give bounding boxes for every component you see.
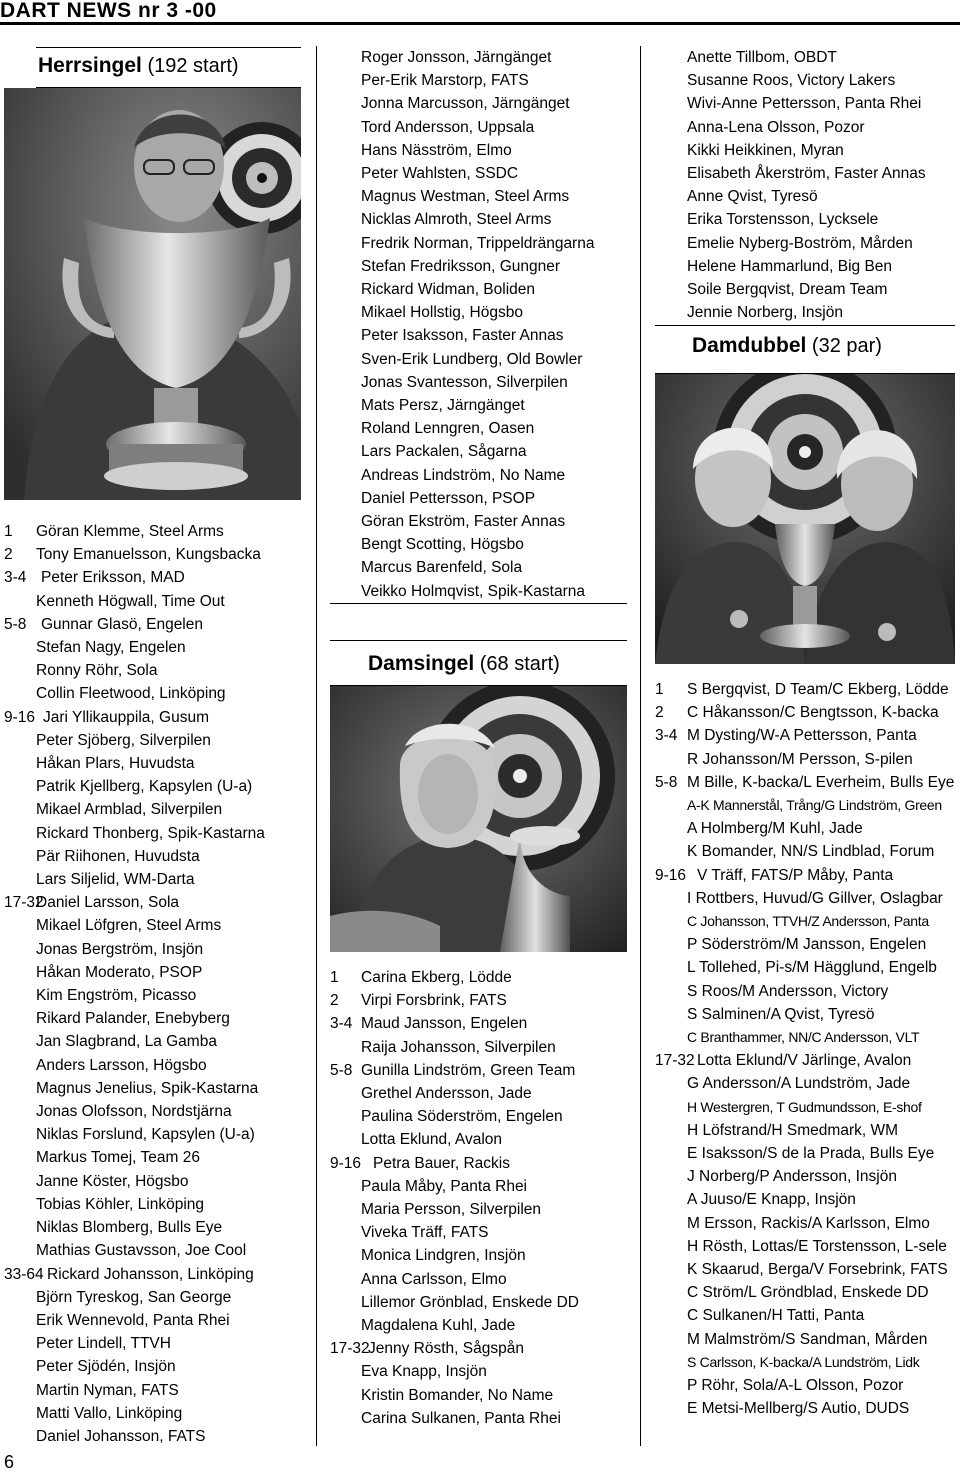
list-item: Emelie Nyberg-Boström, Mården <box>687 234 913 252</box>
damdubbel-row <box>655 1096 957 1119</box>
player-name: Rikard Palander, Enebyberg <box>36 1010 230 1028</box>
damdubbel-title: Damdubbel <box>692 334 807 357</box>
player-name: Mikael Löfgren, Steel Arms <box>36 917 222 935</box>
player-name: Collin Fleetwood, Linköping <box>36 685 226 703</box>
pair-name: K Bomander, NN/S Lindblad, Forum <box>687 843 935 861</box>
herrsingel-row <box>4 636 301 659</box>
pair-name: C Ström/L Gröndblad, Enskede DD <box>687 1284 929 1302</box>
pair-name: C Johansson, TTVH/Z Andersson, Panta <box>687 913 929 930</box>
damdubbel-winner-photo <box>655 374 955 664</box>
list-item: Anette Tillbom, OBDT <box>687 49 837 66</box>
list-item: Göran Ekström, Faster Annas <box>361 513 566 531</box>
herrsingel-row <box>4 961 301 984</box>
player-name: Peter Sjödén, Insjön <box>36 1358 176 1376</box>
damdubbel-row <box>655 1072 957 1095</box>
list-item: Nicklas Almroth, Steel Arms <box>361 211 552 229</box>
herrsingel-row <box>4 868 301 891</box>
player-name: Mathias Gustavsson, Joe Cool <box>36 1242 247 1260</box>
damdubbel-row <box>655 794 957 817</box>
herrsingel-row <box>4 1309 301 1332</box>
list-item: Hans Näsström, Elmo <box>361 141 512 159</box>
damdubbel-row <box>655 678 957 701</box>
pair-name: C Branthammer, NN/C Andersson, VLT <box>687 1029 920 1046</box>
player-name: Daniel Johansson, FATS <box>36 1427 206 1445</box>
pair-name: A-K Mannerstål, Trång/G Lindström, Green <box>687 797 942 814</box>
player-name: Erik Wennevold, Panta Rhei <box>36 1311 230 1329</box>
rank-label: 2 <box>655 704 664 722</box>
player-name: Peter Lindell, TTVH <box>36 1335 171 1353</box>
pair-name: R Johansson/M Persson, S-pilen <box>687 750 913 768</box>
rank-label: 5-8 <box>330 1061 353 1079</box>
player-name: Håkan Plars, Huvudsta <box>36 755 195 773</box>
damdubbel-row <box>655 1049 957 1072</box>
damdubbel-row <box>655 817 957 840</box>
herrsingel-continued-list <box>361 46 631 603</box>
damsingel-row <box>330 1221 635 1244</box>
player-name: Petra Bauer, Rackis <box>373 1154 510 1172</box>
herrsingel-row <box>4 1402 301 1425</box>
herrsingel-row <box>4 1355 301 1378</box>
column-divider-2 <box>640 46 641 1446</box>
pair-name: L Tollehed, Pi-s/M Hägglund, Engelb <box>687 959 937 977</box>
rank-label: 9-16 <box>4 708 36 726</box>
damsingel-winner-photo <box>330 686 627 952</box>
damsingel-row <box>330 989 635 1012</box>
damdubbel-row <box>655 771 957 794</box>
player-name: Monica Lindgren, Insjön <box>361 1247 526 1265</box>
rank-label: 17-32 <box>330 1340 370 1358</box>
player-name: Lillemor Grönblad, Enskede DD <box>361 1293 579 1311</box>
list-item: Stefan Fredriksson, Gungner <box>361 257 561 275</box>
damdubbel-row <box>655 1258 957 1281</box>
damdubbel-row <box>655 910 957 933</box>
herrsingel-heading <box>38 54 239 78</box>
damdubbel-row <box>655 1142 957 1165</box>
player-name: Anders Larsson, Högsbo <box>36 1056 207 1074</box>
list-item: Magnus Westman, Steel Arms <box>361 188 570 206</box>
player-name: Maria Persson, Silverpilen <box>361 1201 542 1219</box>
pair-name: C Sulkanen/H Tatti, Panta <box>687 1307 865 1325</box>
herrsingel-row <box>4 682 301 705</box>
damsingel-row <box>330 1059 635 1082</box>
pair-name: P Söderström/M Jansson, Engelen <box>687 936 927 954</box>
pair-name: E Isaksson/S de la Prada, Bulls Eye <box>687 1145 935 1163</box>
damdubbel-subtitle: (32 par) <box>811 335 882 357</box>
player-name: Håkan Moderato, PSOP <box>36 963 203 981</box>
pair-name: E Metsi-Mellberg/S Autio, DUDS <box>687 1400 910 1418</box>
damsingel-row <box>330 1384 635 1407</box>
herrsingel-row <box>4 1100 301 1123</box>
pair-name: V Träff, FATS/P Måby, Panta <box>697 866 894 884</box>
pair-name: M Bille, K-backa/L Everheim, Bulls Eye <box>687 773 955 791</box>
list-item: Veikko Holmqvist, Spik-Kastarna <box>361 582 585 600</box>
damdubbel-row <box>655 1119 957 1142</box>
player-name: Patrik Kjellberg, Kapsylen (U-a) <box>36 778 253 796</box>
player-name: Jenny Rösth, Sågspån <box>368 1340 524 1358</box>
player-name: Lars Siljelid, WM-Darta <box>36 871 195 889</box>
rank-label: 2 <box>4 546 13 564</box>
player-name: Matti Vallo, Linköping <box>36 1404 183 1422</box>
damsingel-continued-list <box>687 46 957 324</box>
list-item: Jennie Norberg, Insjön <box>687 304 843 322</box>
pair-name: M Dysting/W-A Pettersson, Panta <box>687 727 917 745</box>
pair-name: H Westergren, T Gudmundsson, E-shof <box>687 1098 922 1115</box>
player-name: Björn Tyreskog, San George <box>36 1288 232 1306</box>
pair-name: Lotta Eklund/V Järlinge, Avalon <box>697 1052 912 1070</box>
damdubbel-row <box>655 864 957 887</box>
player-name: Rickard Thonberg, Spik-Kastarna <box>36 824 265 842</box>
player-name: Rickard Johansson, Linköping <box>47 1265 254 1283</box>
damdubbel-row <box>655 1188 957 1211</box>
damdubbel-row <box>655 1212 957 1235</box>
damdubbel-row <box>655 1397 957 1420</box>
trophy-winner-image <box>4 88 301 500</box>
herrsingel-row <box>4 543 301 566</box>
damsingel-heading <box>368 652 560 676</box>
list-item: Susanne Roos, Victory Lakers <box>687 72 896 90</box>
herrsingel-row <box>4 613 301 636</box>
rank-label: 17-32 <box>4 894 44 912</box>
pair-name: H Rösth, Lottas/E Torstensson, L-sele <box>687 1237 947 1255</box>
herrsingel-top-rule <box>36 47 301 48</box>
list-item: Anne Qvist, Tyresö <box>687 188 818 206</box>
damsingel-row <box>330 1128 635 1151</box>
herrsingel-row <box>4 590 301 613</box>
player-name: Kristin Bomander, No Name <box>361 1386 554 1404</box>
rank-label: 1 <box>4 523 13 540</box>
player-name: Lotta Eklund, Avalon <box>361 1131 503 1149</box>
damsingel-row <box>330 1337 635 1360</box>
damdubbel-row <box>655 933 957 956</box>
herrsingel-row <box>4 752 301 775</box>
herrsingel-row <box>4 1239 301 1262</box>
pair-name: A Juuso/E Knapp, Insjön <box>687 1191 856 1209</box>
herrsingel-row <box>4 845 301 868</box>
rank-label: 2 <box>330 992 339 1010</box>
damsingel-row <box>330 1012 635 1035</box>
player-name: Eva Knapp, Insjön <box>361 1363 487 1381</box>
damsingel-row <box>330 1105 635 1128</box>
player-name: Markus Tomej, Team 26 <box>36 1149 200 1167</box>
rank-label: 1 <box>655 681 664 698</box>
page-header-title: DART NEWS nr 3 -00 <box>0 0 217 22</box>
player-name: Niklas Blomberg, Bulls Eye <box>36 1219 223 1237</box>
herrsingel-row <box>4 938 301 961</box>
damsingel-row <box>330 1244 635 1267</box>
list-item: Rickard Widman, Boliden <box>361 281 536 299</box>
damdubbel-row <box>655 1351 957 1374</box>
rank-label: 3-4 <box>4 569 27 587</box>
damsingel-mid-rule <box>330 640 627 641</box>
player-name: Gunilla Lindström, Green Team <box>361 1061 576 1079</box>
damsingel-row <box>330 1082 635 1105</box>
player-name: Martin Nyman, FATS <box>36 1381 179 1399</box>
damsingel-row <box>330 1175 635 1198</box>
herrsingel-row <box>4 891 301 914</box>
dartboard-pair-image <box>655 374 955 664</box>
list-item: Sven-Erik Lundberg, Old Bowler <box>361 350 583 368</box>
damsingel-results-list <box>330 966 635 1430</box>
list-item: Erika Torstensson, Lycksele <box>687 211 879 229</box>
pair-name: A Holmberg/M Kuhl, Jade <box>687 820 863 838</box>
damdubbel-heading <box>692 334 882 358</box>
herrsingel-row <box>4 984 301 1007</box>
player-name: Jonas Olofsson, Nordstjärna <box>36 1103 232 1121</box>
list-item: Peter Wahlsten, SSDC <box>361 165 519 183</box>
player-name: Magdalena Kuhl, Jade <box>361 1317 516 1335</box>
player-name: Maud Jansson, Engelen <box>361 1015 528 1033</box>
player-name: Gunnar Glasö, Engelen <box>41 615 203 633</box>
player-name: Kenneth Högwall, Time Out <box>36 592 225 610</box>
header-divider <box>0 22 960 25</box>
damsingel-row <box>330 1291 635 1314</box>
player-name: Pär Riihonen, Huvudsta <box>36 847 200 865</box>
damdubbel-row <box>655 1281 957 1304</box>
player-name: Janne Köster, Högsbo <box>36 1172 189 1190</box>
damdubbel-row <box>655 701 957 724</box>
list-item: Peter Isaksson, Faster Annas <box>361 327 564 345</box>
herrsingel-row <box>4 1332 301 1355</box>
player-name: Carina Ekberg, Lödde <box>361 969 512 986</box>
player-name: Jari Yllikauppila, Gusum <box>43 708 209 726</box>
player-name: Tony Emanuelsson, Kungsbacka <box>36 546 261 564</box>
herrsingel-row <box>4 1263 301 1286</box>
herrsingel-row <box>4 729 301 752</box>
damsingel-top-rule <box>330 603 627 604</box>
list-item: Bengt Scotting, Högsbo <box>361 536 524 554</box>
damsingel-row <box>330 1407 635 1430</box>
herrsingel-row <box>4 1146 301 1169</box>
rank-label: 17-32 <box>655 1052 695 1070</box>
damsingel-row <box>330 1314 635 1337</box>
list-item: Andreas Lindström, No Name <box>361 466 566 484</box>
list-item: Wivi-Anne Pettersson, Panta Rhei <box>687 95 922 113</box>
damsingel-row <box>330 1198 635 1221</box>
list-item: Roland Lenngren, Oasen <box>361 420 535 438</box>
damsingel-subtitle: (68 start) <box>479 653 560 675</box>
damdubbel-row <box>655 1374 957 1397</box>
damdubbel-row <box>655 956 957 979</box>
damdubbel-row <box>655 980 957 1003</box>
herrsingel-row <box>4 1030 301 1053</box>
herrsingel-row <box>4 706 301 729</box>
herrsingel-winner-photo <box>4 88 301 500</box>
damsingel-row <box>330 1036 635 1059</box>
herrsingel-subtitle: (192 start) <box>147 55 239 77</box>
list-item: Fredrik Norman, Trippeldrängarna <box>361 234 595 252</box>
player-name: Tobias Köhler, Linköping <box>36 1195 205 1213</box>
list-item: Tord Andersson, Uppsala <box>361 118 535 136</box>
pair-name: S Carlsson, K-backa/A Lundström, Lidk <box>687 1353 920 1370</box>
damsingel-row <box>330 1152 635 1175</box>
damdubbel-row <box>655 1026 957 1049</box>
damdubbel-results-list <box>655 678 957 1421</box>
player-name: Stefan Nagy, Engelen <box>36 639 186 657</box>
herrsingel-row <box>4 566 301 589</box>
herrsingel-row <box>4 1216 301 1239</box>
player-name: Magnus Jenelius, Spik-Kastarna <box>36 1079 259 1097</box>
list-item: Soile Bergqvist, Dream Team <box>687 281 888 299</box>
damdubbel-row <box>655 724 957 747</box>
list-item: Daniel Pettersson, PSOP <box>361 489 536 507</box>
player-name: Ronny Röhr, Sola <box>36 662 158 680</box>
pair-name: H Löfstrand/H Smedmark, WM <box>687 1121 899 1139</box>
damdubbel-top-rule <box>655 325 955 326</box>
list-item: Jonna Marcusson, Järngänget <box>361 95 570 113</box>
pair-name: G Andersson/A Lundström, Jade <box>687 1075 911 1093</box>
player-name: Paula Måby, Panta Rhei <box>361 1177 528 1195</box>
damdubbel-row <box>655 887 957 910</box>
player-name: Virpi Forsbrink, FATS <box>361 992 507 1010</box>
herrsingel-row <box>4 775 301 798</box>
rank-label: 33-64 <box>4 1265 44 1283</box>
player-name: Peter Sjöberg, Silverpilen <box>36 731 211 749</box>
list-item: Jonas Svantesson, Silverpilen <box>361 373 568 391</box>
player-name: Viveka Träff, FATS <box>361 1224 489 1242</box>
damdubbel-row <box>655 748 957 771</box>
pair-name: J Norberg/P Andersson, Insjön <box>687 1168 897 1186</box>
pair-name: S Roos/M Andersson, Victory <box>687 982 889 1000</box>
pair-name: M Malmström/S Sandman, Mården <box>687 1330 928 1348</box>
herrsingel-row <box>4 1123 301 1146</box>
player-name: Jonas Bergström, Insjön <box>36 940 204 958</box>
player-name: Grethel Andersson, Jade <box>361 1085 532 1103</box>
damdubbel-row <box>655 1304 957 1327</box>
player-name: Mikael Armblad, Silverpilen <box>36 801 223 819</box>
column-divider-1 <box>316 46 317 1446</box>
damsingel-row <box>330 1360 635 1383</box>
damdubbel-row <box>655 1328 957 1351</box>
herrsingel-row <box>4 798 301 821</box>
herrsingel-row <box>4 1379 301 1402</box>
player-name: Kim Engström, Picasso <box>36 987 197 1005</box>
damdubbel-row <box>655 1003 957 1026</box>
list-item: Elisabeth Åkerström, Faster Annas <box>687 165 926 183</box>
pair-name: S Bergqvist, D Team/C Ekberg, Lödde <box>687 681 949 698</box>
page-number: 6 <box>4 1452 15 1472</box>
rank-label: 5-8 <box>655 773 678 791</box>
damdubbel-row <box>655 840 957 863</box>
herrsingel-row <box>4 1077 301 1100</box>
list-item: Mats Persz, Järngänget <box>361 397 525 415</box>
player-name: Jan Slagbrand, La Gamba <box>36 1033 217 1051</box>
rank-label: 5-8 <box>4 615 27 633</box>
player-name: Paulina Söderström, Engelen <box>361 1108 563 1126</box>
player-name: Peter Eriksson, MAD <box>41 569 185 587</box>
damsingel-row <box>330 966 635 989</box>
herrsingel-row <box>4 914 301 937</box>
player-name: Anna Carlsson, Elmo <box>361 1270 507 1288</box>
herrsingel-row <box>4 659 301 682</box>
player-name: Raija Johansson, Silverpilen <box>361 1038 556 1056</box>
player-name: Carina Sulkanen, Panta Rhei <box>361 1409 561 1427</box>
list-item: Lars Packalen, Sågarna <box>361 443 527 461</box>
rank-label: 9-16 <box>330 1154 362 1172</box>
herrsingel-row <box>4 1193 301 1216</box>
pair-name: S Salminen/A Qvist, Tyresö <box>687 1005 875 1023</box>
herrsingel-row <box>4 1286 301 1309</box>
damsingel-title: Damsingel <box>368 652 475 675</box>
player-name: Niklas Forslund, Kapsylen (U-a) <box>36 1126 255 1144</box>
list-item: Roger Jonsson, Järngänget <box>361 49 552 66</box>
player-name: Daniel Larsson, Sola <box>36 894 180 912</box>
herrsingel-row <box>4 1007 301 1030</box>
damsingel-row <box>330 1268 635 1291</box>
list-item: Marcus Barenfeld, Sola <box>361 559 523 577</box>
pair-name: P Röhr, Sola/A-L Olsson, Pozor <box>687 1377 904 1395</box>
herrsingel-title: Herrsingel <box>38 54 142 77</box>
herrsingel-row <box>4 1425 301 1448</box>
herrsingel-row <box>4 822 301 845</box>
pair-name: I Rottbers, Huvud/G Gillver, Oslagbar <box>687 889 943 907</box>
rank-label: 9-16 <box>655 866 687 884</box>
dartboard-winner-image <box>330 686 627 952</box>
player-name: Göran Klemme, Steel Arms <box>36 523 224 540</box>
list-item: Helene Hammarlund, Big Ben <box>687 257 893 275</box>
pair-name: K Skaarud, Berga/V Forsebrink, FATS <box>687 1261 948 1279</box>
list-item: Kikki Heikkinen, Myran <box>687 141 844 159</box>
rank-label: 3-4 <box>330 1015 353 1033</box>
herrsingel-row <box>4 1170 301 1193</box>
pair-name: C Håkansson/C Bengtsson, K-backa <box>687 704 939 722</box>
herrsingel-row <box>4 1054 301 1077</box>
herrsingel-row <box>4 520 301 543</box>
list-item: Per-Erik Marstorp, FATS <box>361 72 529 90</box>
damdubbel-row <box>655 1235 957 1258</box>
list-item: Mikael Hollstig, Högsbo <box>361 304 523 322</box>
herrsingel-results-list <box>4 520 301 1448</box>
pair-name: M Ersson, Rackis/A Karlsson, Elmo <box>687 1214 930 1232</box>
rank-label: 1 <box>330 969 339 986</box>
rank-label: 3-4 <box>655 727 678 745</box>
damdubbel-row <box>655 1165 957 1188</box>
list-item: Anna-Lena Olsson, Pozor <box>687 118 865 136</box>
